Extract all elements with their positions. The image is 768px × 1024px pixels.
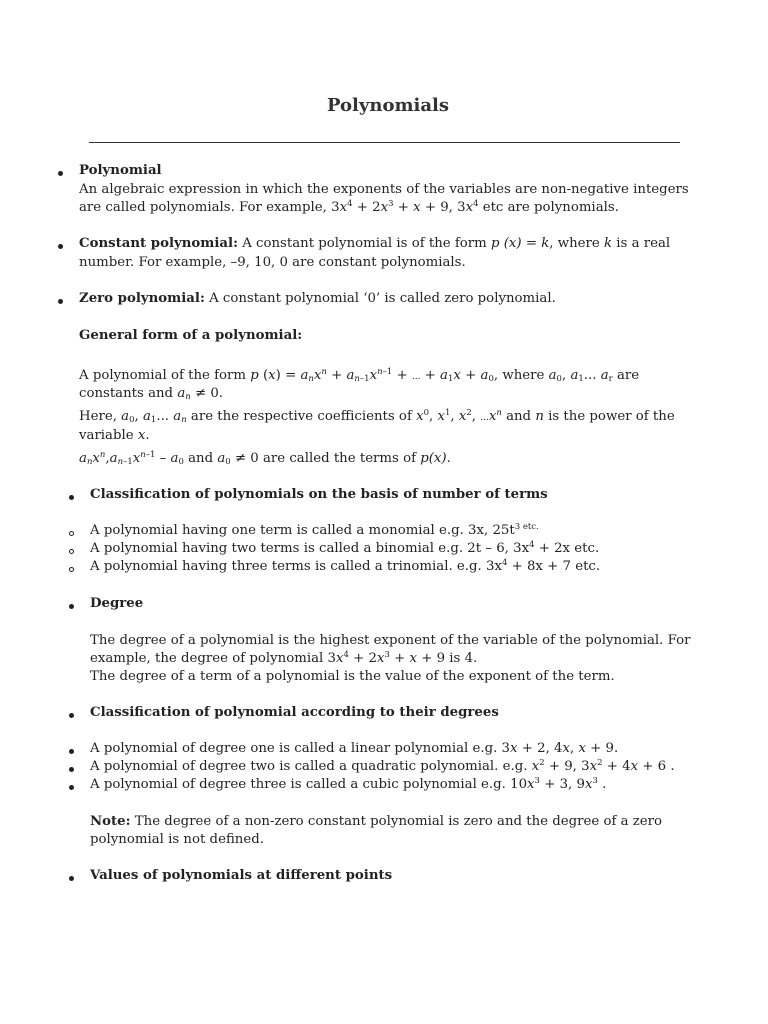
bullet-circle xyxy=(69,549,74,554)
general-form-line3: Here, $a_0$, $a_1$... $a_n$ are the respective coefficients of $x^0$, $x^1$, $x^2$, $...x^n$ and n is the power of the xyxy=(79,408,675,425)
general-form-heading: General form of a polynomial: xyxy=(79,328,303,343)
degree-line3: The degree of a term of a polynomial is the value of the exponent of the term. xyxy=(90,669,615,684)
bullet xyxy=(69,604,74,609)
bullet xyxy=(69,876,74,881)
general-form-line5: $a_nx^n,a_{n-1}x^{n-1} - a_0$ and $a_0 \ne 0$ are called the terms of p(x). xyxy=(79,450,451,467)
general-form-line1: A polynomial of the form p $(x) = a_nx^n + a_{n-1}x^{n-1}$ + ... + $a_1x + a_0$, where $a_0$, $a_1$... $a_r$ are xyxy=(79,367,640,384)
bullet xyxy=(69,495,74,500)
polynomial-definition-line1: An algebraic expression in which the exponents of the variables are non-negative integers xyxy=(79,182,689,197)
binomial-item: A polynomial having two terms is called a binomial e.g. 2t – 6, $3x^4 + 2x$ etc. xyxy=(90,540,600,556)
constant-polynomial-line2: number. For example, –9, 10, 0 are constant polynomials. xyxy=(79,255,466,270)
bullet-circle xyxy=(69,531,74,536)
bullet xyxy=(69,713,74,718)
degree-heading: Degree xyxy=(90,596,144,611)
linear-item: A polynomial of degree one is called a linear polynomial e.g. 3x + 2, 4x, x + 9. xyxy=(90,741,619,756)
constant-polynomial-line1: Constant polynomial: A constant polynomial is of the form p (x) = k, where k is a real xyxy=(79,236,671,251)
trinomial-item: A polynomial having three terms is called a trinomial. e.g. $3x^4 + 8x + 7$ etc. xyxy=(90,558,601,574)
quadratic-item: A polynomial of degree two is called a quadratic polynomial. e.g. $x^2 + 9$, $3x^2 + 4x + 6$ . xyxy=(90,758,675,774)
bullet xyxy=(58,171,63,176)
note-line1: Note: The degree of a non-zero constant polynomial is zero and the degree of a zero xyxy=(90,814,663,829)
classification-terms-heading: Classification of polynomials on the basis of number of terms xyxy=(90,487,548,502)
degree-line2: example, the degree of polynomial $3x^4 + 2x^3 + x + 9$ is 4. xyxy=(90,650,478,666)
classification-degree-heading: Classification of polynomial according to their degrees xyxy=(90,705,499,720)
page-title: Polynomials xyxy=(327,95,449,116)
values-heading: Values of polynomials at different points xyxy=(90,868,393,883)
bullet-circle xyxy=(69,567,74,572)
polynomial-definition-line2: are called polynomials. For example, $3x^4 + 2x^3 + x + 9$, $3x^4$ etc are polynomials. xyxy=(79,199,619,215)
bullet xyxy=(69,785,74,790)
note-line2: polynomial is not defined. xyxy=(90,832,264,847)
bullet xyxy=(69,749,74,754)
cubic-item: A polynomial of degree three is called a cubic polynomial e.g. $10x^3 + 3$, $9x^3$ . xyxy=(90,776,607,792)
degree-line1: The degree of a polynomial is the highest exponent of the variable of the polynomial. For xyxy=(90,633,691,648)
zero-polynomial: Zero polynomial: A constant polynomial ‘0’ is called zero polynomial. xyxy=(79,291,556,306)
general-form-line2: constants and $a_n \ne 0$. xyxy=(79,386,224,402)
bullet xyxy=(58,299,63,304)
monomial-item: A polynomial having one term is called a monomial e.g. 3x, $25t^{3 etc.}$ xyxy=(90,522,539,538)
bullet xyxy=(58,244,63,249)
title-divider xyxy=(89,142,680,143)
polynomial-heading: Polynomial xyxy=(79,163,162,178)
general-form-line4: variable x. xyxy=(79,428,150,443)
bullet xyxy=(69,767,74,772)
